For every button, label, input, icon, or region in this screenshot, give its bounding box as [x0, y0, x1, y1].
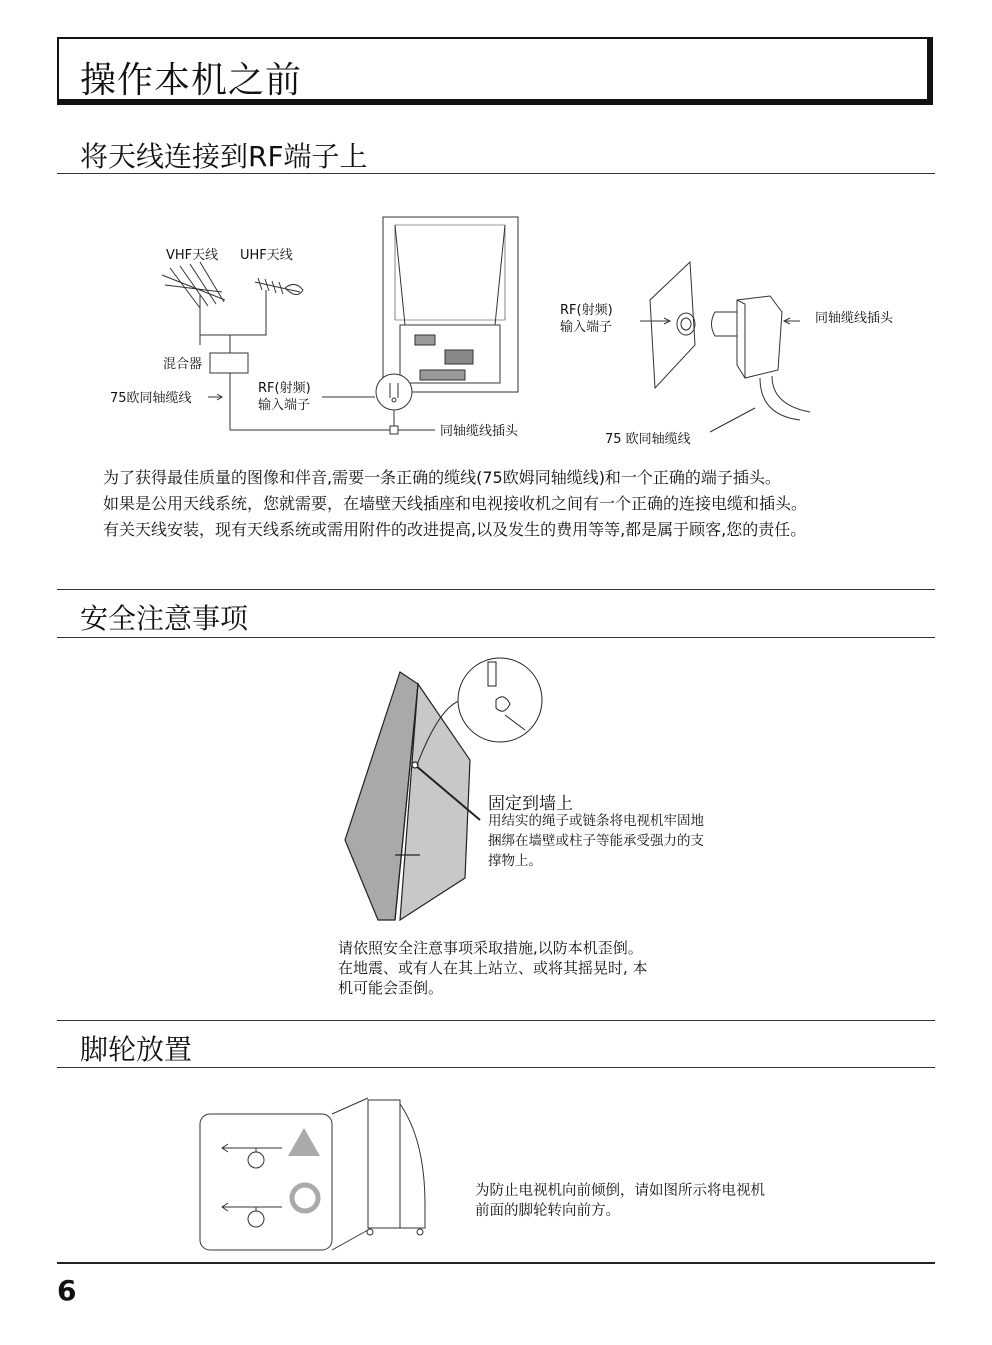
plug-label: 同轴缆线插头 — [440, 424, 519, 439]
magnified-bracket-icon — [417, 658, 542, 765]
divider — [57, 637, 935, 638]
fix-title: 固定到墙上 — [488, 794, 573, 814]
caster-line-2: 前面的脚轮转向前方。 — [475, 1203, 620, 1219]
divider — [57, 589, 935, 590]
note-line-3: 机可能会歪倒。 — [338, 979, 444, 997]
fix-line-3: 撑物上。 — [488, 853, 542, 869]
page-title: 操作本机之前 — [80, 60, 303, 101]
section-heading-safety: 安全注意事项 — [80, 602, 249, 635]
uhf-antenna-icon — [255, 278, 303, 330]
rf2-label-line2: 输入端子 — [560, 320, 613, 335]
rf-label-line2: 输入端子 — [258, 398, 311, 413]
antenna-paragraph-2: 如果是公用天线系统，您就需要，在墙壁天线插座和电视接收机之间有一个正确的连接电缆和插头。 — [103, 494, 808, 513]
page-number: 6 — [57, 1274, 77, 1307]
note-line-1: 请依照安全注意事项采取措施,以防本机歪倒。 — [338, 939, 643, 957]
caster-line-1: 为防止电视机向前倾倒，请如图所示将电视机 — [475, 1183, 765, 1199]
divider — [57, 1067, 935, 1068]
fix-line-2: 捆绑在墙壁或柱子等能承受强力的支 — [488, 833, 704, 849]
triangle-mark-icon — [288, 1128, 320, 1156]
vhf-label: VHF天线 — [166, 248, 219, 263]
rf-label-line1: RF(射频) — [258, 381, 311, 396]
fix-line-1: 用结实的绳子或链条将电视机牢固地 — [488, 813, 704, 829]
section-heading-casters: 脚轮放置 — [80, 1033, 193, 1066]
cable2-label: 75 欧同轴缆线 — [605, 432, 691, 447]
note-line-2: 在地震、或有人在其上站立、或将其摇晃时, 本 — [338, 959, 648, 977]
vhf-antenna-icon — [162, 262, 225, 345]
section-heading-antenna: 将天线连接到RF端子上 — [80, 140, 368, 173]
antenna-paragraph-1: 为了获得最佳质量的图像和伴音,需要一条正确的缆线(75欧姆同轴缆线)和一个正确的端子插头。 — [103, 468, 781, 487]
rf-terminal-icon — [640, 262, 695, 388]
divider — [57, 1020, 935, 1021]
antenna-paragraph-3: 有关天线安装，现有天线系统或需用附件的改进提高,以及发生的费用等等,都是属于顾客,您的责任。 — [103, 520, 807, 539]
mixer-box — [210, 353, 248, 373]
divider — [57, 173, 935, 174]
coaxial-plug-icon — [710, 296, 810, 432]
rf2-label-line1: RF(射频) — [560, 303, 613, 318]
uhf-label: UHF天线 — [240, 248, 293, 263]
tv-back-icon — [376, 217, 518, 410]
plug2-label: 同轴缆线插头 — [815, 311, 894, 326]
footer-rule — [57, 1262, 935, 1264]
cable-75-label: 75欧同轴缆线 — [110, 391, 192, 406]
mixer-label: 混合器 — [163, 357, 203, 372]
circle-mark-icon — [292, 1185, 318, 1211]
